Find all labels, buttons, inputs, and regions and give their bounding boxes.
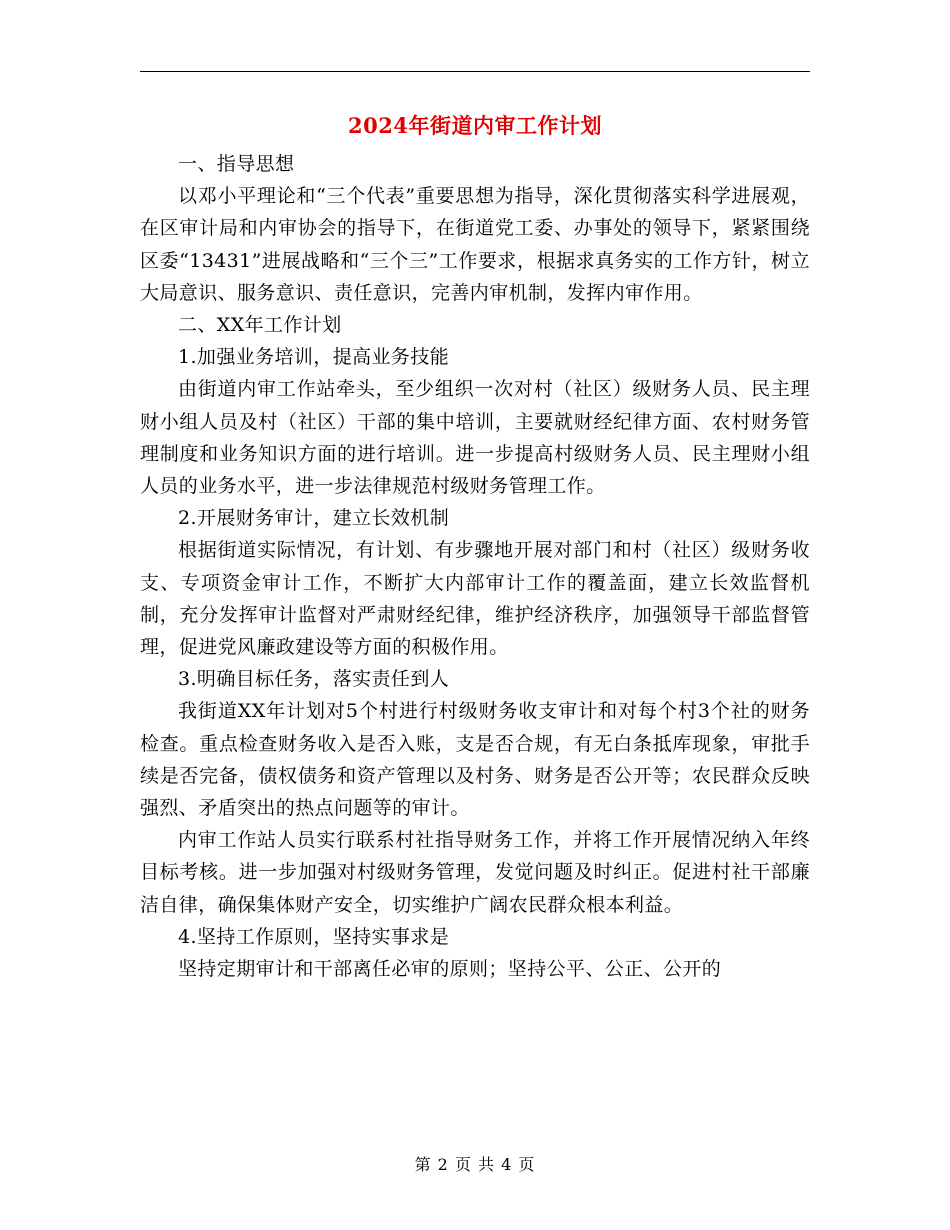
subheading-principles: 4.坚持工作原则，坚持实事求是 (178, 925, 450, 948)
heading-guiding-thought: 一、指导思想 (178, 153, 295, 175)
document-title: 2024年街道内审工作计划 (348, 113, 602, 138)
paragraph-audit: 根据街道实际情况，有计划、有步骤地开展对部门和村（社区）级财务收支、专项资金审计工作，不断扩大内部审计工作的覆盖面，建立长效监督机制，充分发挥审计监督对严肃财经纪律，维护经济秩序，加强领导干部监督管理，促进党风廉政建设等方面的积极作用。 (140, 539, 810, 659)
header-rule (140, 71, 810, 72)
heading-work-plan: 二、XX年工作计划 (178, 314, 342, 337)
paragraph-training: 由街道内审工作站牵头，至少组织一次对村（社区）级财务人员、民主理财小组人员及村（社区）干部的集中培训，主要就财经纪律方面、农村财务管理制度和业务知识方面的进行培训。进一步提高村级财务人员、民主理财小组人员的业务水平，进一步法律规范村级财务管理工作。 (140, 378, 810, 498)
subheading-audit: 2.开展财务审计，建立长效机制 (178, 507, 450, 530)
paragraph-guiding-thought: 以邓小平理论和“三个代表”重要思想为指导，深化贯彻落实科学进展观，在区审计局和内审协会的指导下，在街道党工委、办事处的领导下，紧紧围绕区委“13431”进展战略和“三个三”工作要求，根据求真务实的工作方针，树立大局意识、服务意识、责任意识，完善内审机制，发挥内审作用。 (140, 185, 810, 304)
paragraph-contact: 内审工作站人员实行联系村社指导财务工作，并将工作开展情况纳入年终目标考核。进一步加强对村级财务管理，发觉问题及时纠正。促进村社干部廉洁自律，确保集体财产安全，切实维护广阔农民群众根本利益。 (140, 829, 810, 916)
paragraph-targets: 我街道XX年计划对5个村进行村级财务收支审计和对每个村3个社的财务检查。重点检查财务收入是否入账，支是否合规，有无白条抵库现象，审批手续是否完备，债权债务和资产管理以及村务、财务是否公开等；农民群众反映强烈、矛盾突出的热点问题等的审计。 (140, 700, 810, 820)
document-body (140, 148, 810, 985)
page-number-footer: 第 2 页 共 4 页 (414, 1155, 536, 1174)
subheading-training: 1.加强业务培训，提高业务技能 (178, 346, 450, 369)
subheading-targets: 3.明确目标任务，落实责任到人 (178, 668, 450, 691)
paragraph-principles: 坚持定期审计和干部离任必审的原则；坚持公平、公正、公开的 (178, 958, 722, 981)
